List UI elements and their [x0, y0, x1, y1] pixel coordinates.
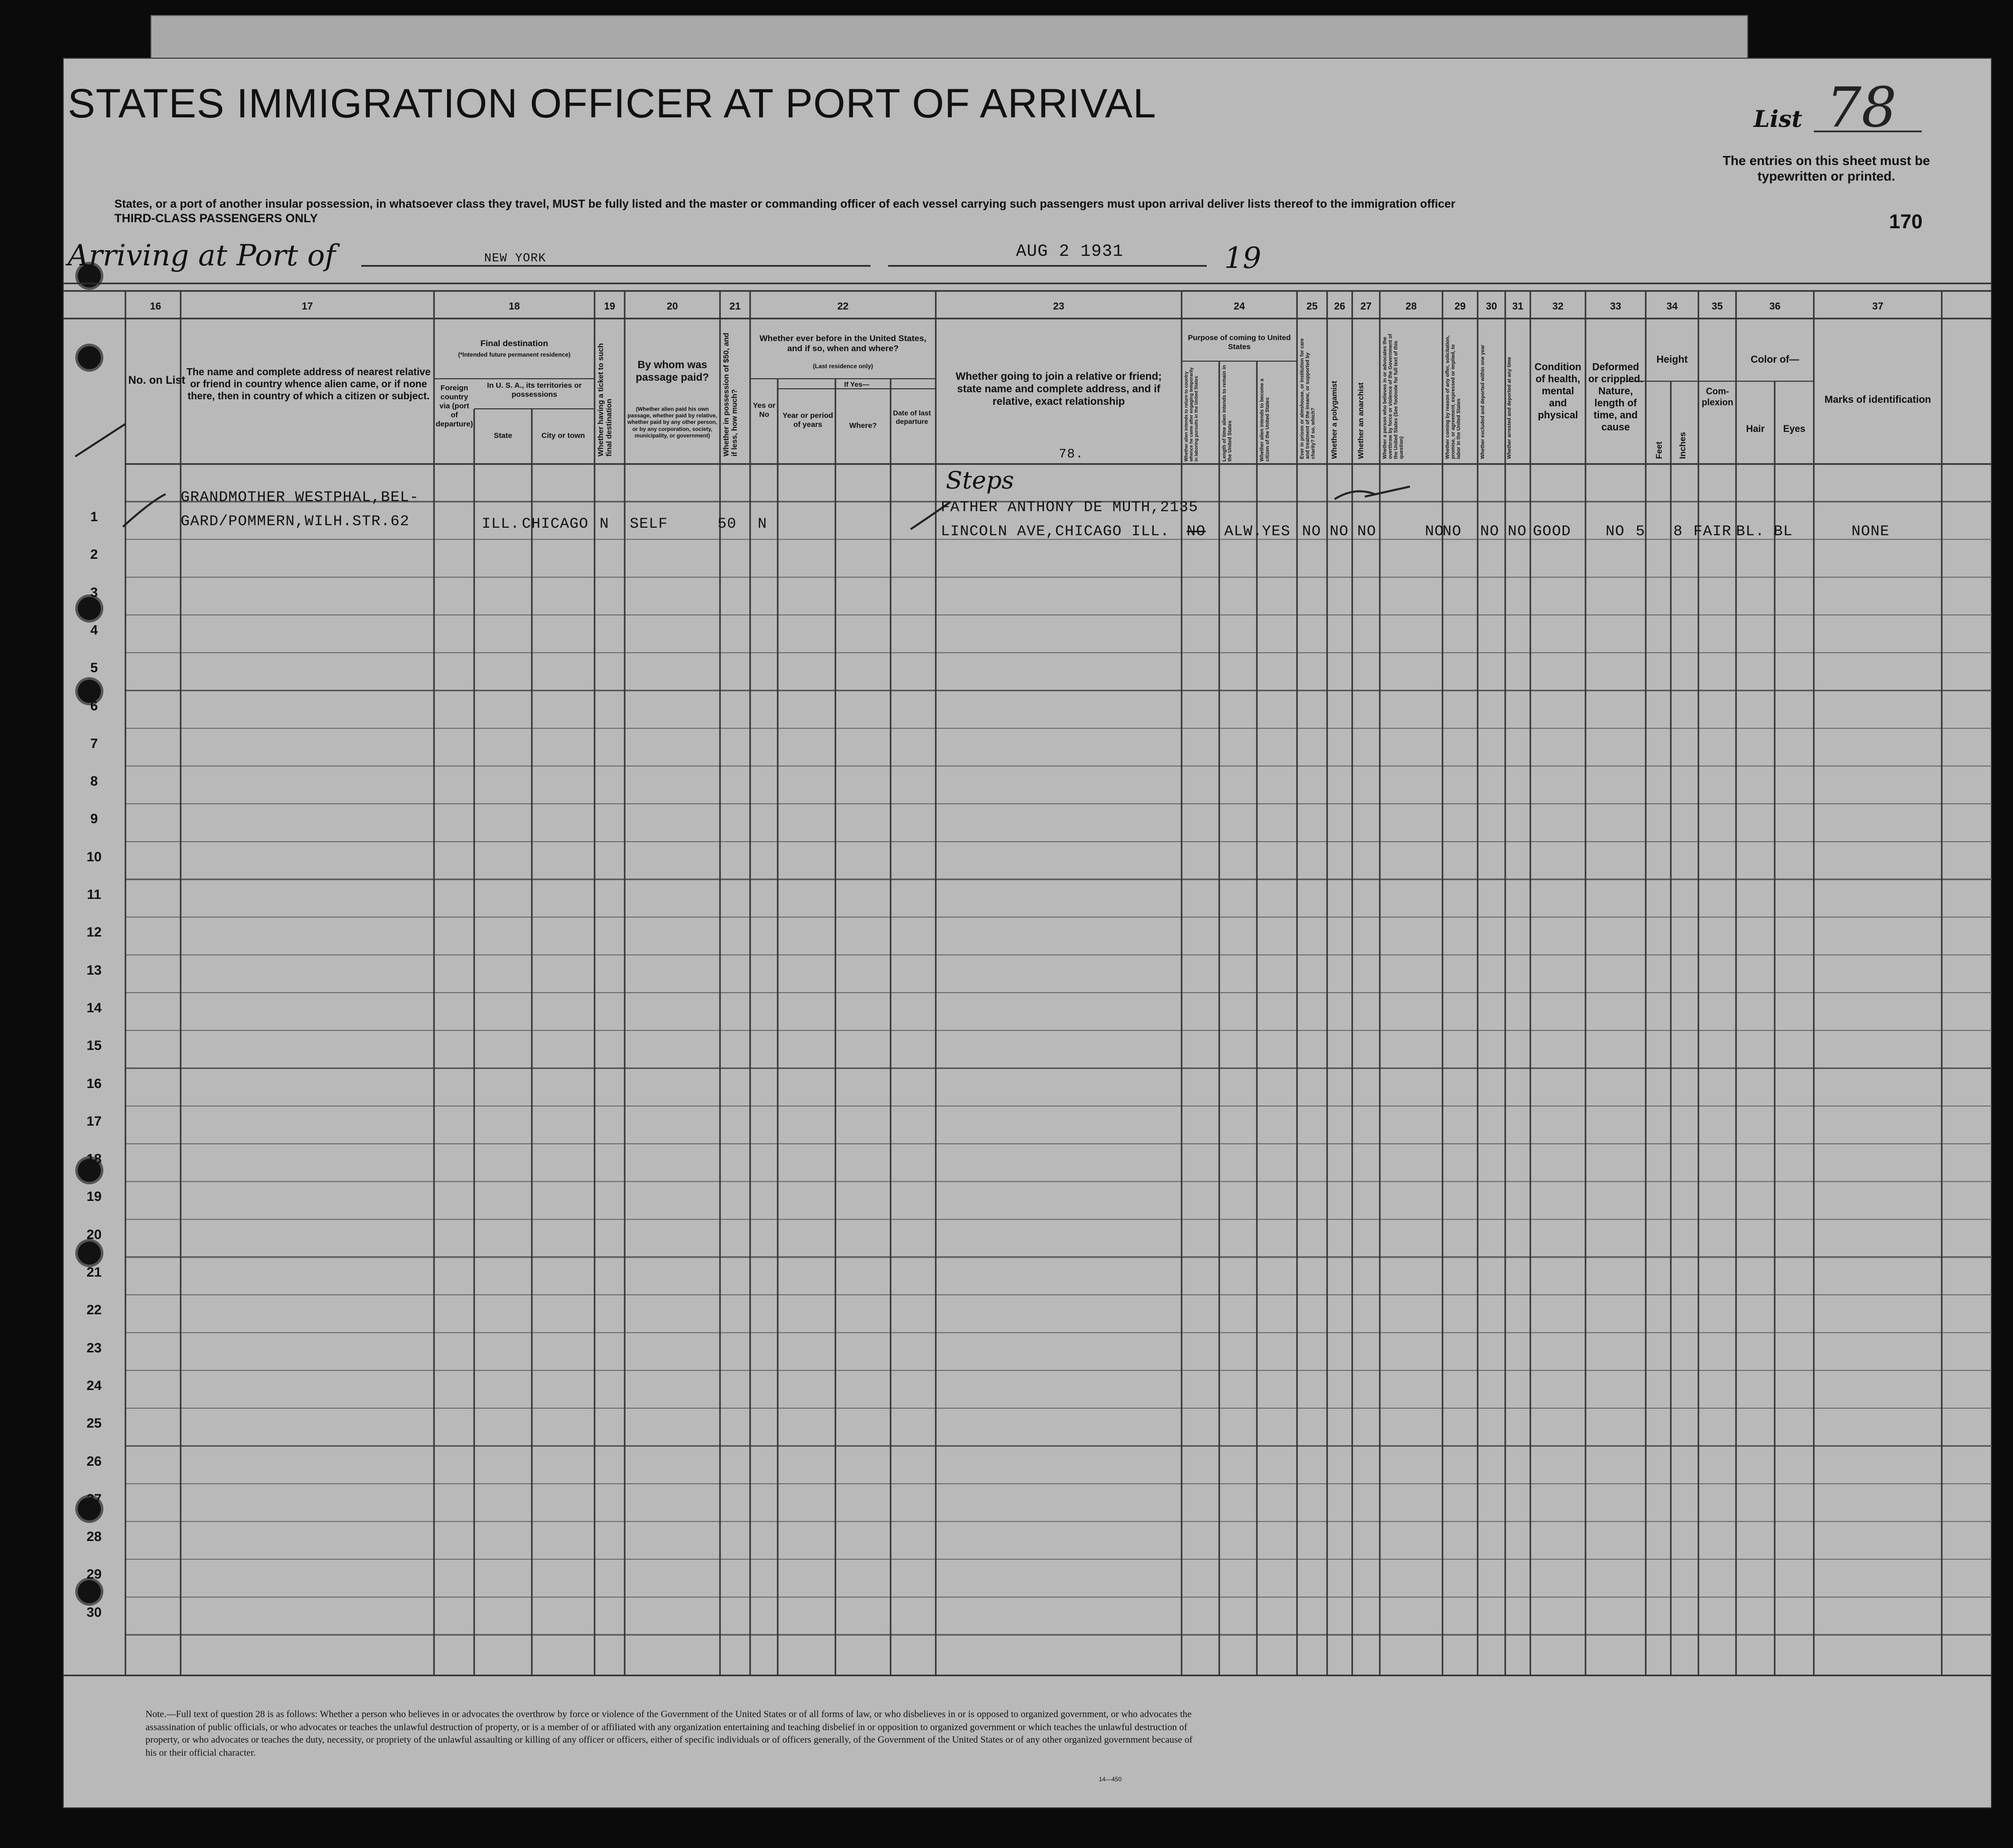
col-number: 31 — [1512, 301, 1524, 312]
col-number: 32 — [1552, 301, 1564, 312]
row-number: 20 — [86, 1226, 102, 1242]
col22-year: Year or period of years — [782, 411, 833, 429]
row-number: 30 — [86, 1604, 102, 1620]
col23-header: Whether going to join a relative or friend; state name and complete address, and if relative, exact relationship — [955, 371, 1162, 408]
row-number: 6 — [90, 698, 98, 713]
entry-eyes: BL — [1774, 523, 1793, 540]
entry-money: 50 — [717, 516, 737, 533]
row-number: 10 — [86, 849, 102, 864]
entry-overthrow: NO — [1425, 523, 1445, 540]
col18-state: State — [494, 431, 512, 440]
entry-before-in-us: N — [758, 516, 768, 533]
entry-complexion: FAIR — [1693, 523, 1732, 540]
entry-ticket: N — [600, 516, 610, 533]
col34-inches: Inches — [1678, 432, 1687, 459]
entry-state: ILL. — [482, 516, 520, 533]
entry-arrested: NO — [1508, 523, 1527, 540]
row-number: 25 — [86, 1416, 102, 1431]
entry-inches: 8 — [1673, 523, 1683, 540]
row-number: 29 — [86, 1567, 102, 1582]
col26-header: Whether a polygamist — [1330, 381, 1339, 459]
col-number: 34 — [1666, 301, 1678, 312]
row-number: 13 — [86, 962, 102, 978]
col-number: 25 — [1306, 301, 1318, 312]
col23-stamp: 78. — [1059, 446, 1084, 461]
col-number: 19 — [604, 301, 616, 312]
entry-return: NO — [1187, 523, 1206, 540]
row-number: 2 — [90, 547, 98, 562]
row-number: 1 — [90, 509, 98, 524]
col-number: 26 — [1334, 301, 1346, 312]
row-number: 5 — [90, 660, 98, 676]
year-prefix: 19 — [1224, 241, 1261, 275]
row-number: 17 — [86, 1113, 102, 1129]
col35-header: Com-plexion — [1701, 386, 1734, 407]
row-number: 24 — [86, 1377, 102, 1393]
col-number: 22 — [837, 301, 849, 312]
col28-header: Whether a person who believes in or advocates the overthrow by force or violence of the Government of the United States (See footnote for full text of this question) — [1382, 334, 1404, 459]
footnote-question-28: Note.—Full text of question 28 is as follows: Whether a person who believes in or advocates the overthrow by force or violence of the Government of the United States or of all forms of law, or who disbelieves in or is opposed to organized government, or who advocates the assassination of public officials, or who advocates or teaches the unlawful destruction of property, or is a member of or affiliated with any organization entertaining and teaching disbelief in or opposition to organized government or which teaches the unlawful destruction of property, or who advocates or teaches the duty, necessity, or propriety of the unlawful assaulting or killing of any officer or officers, either of specific individuals or of officers generally, of the Government of the United States or of any other organized government because of his or their official character. — [146, 1709, 1193, 1758]
col-number: 20 — [666, 301, 678, 312]
row-number: 26 — [86, 1453, 102, 1469]
col27-header: Whether an anarchist — [1357, 382, 1365, 459]
row-number: 16 — [86, 1075, 102, 1091]
sheet-number: 170 — [1889, 211, 1923, 233]
list-number: 78 — [1826, 75, 1897, 139]
col22-yesno: Yes or No — [753, 401, 776, 419]
col18-foreign: Foreign country via (port of departure) — [436, 384, 473, 428]
col22-header: Whether ever before in the United States, and if so, when and where? — [759, 334, 927, 354]
col37-header: Marks of identification — [1824, 394, 1931, 405]
row-number: 14 — [86, 1000, 102, 1015]
col-number: 36 — [1769, 301, 1781, 312]
row-number: 28 — [86, 1529, 102, 1545]
form-instruction: States, or a port of another insular possession, in whatsoever class they travel, MUST be fully listed and the master or commanding officer of each vessel carrying such passengers must upon arrival deliver lists thereof to the immigration officer — [114, 197, 1456, 210]
col24b-header: Length of time alien intends to remain in the United States — [1222, 365, 1233, 461]
col32-header: Condition of health, mental and physical — [1534, 362, 1581, 421]
entry-deformed: NO — [1606, 523, 1625, 540]
entry-feet: 5 — [1636, 523, 1646, 540]
entry-excluded: NO — [1480, 523, 1500, 540]
entry-paid-by: SELF — [630, 516, 668, 533]
row-number: 21 — [86, 1265, 102, 1280]
class-line: THIRD-CLASS PASSENGERS ONLY — [114, 212, 318, 225]
entry-offer: NO — [1443, 523, 1462, 540]
form-title: STATES IMMIGRATION OFFICER AT PORT OF ARRIVAL — [68, 81, 1157, 126]
col25-header: Ever in prison or almshouse, or institution for care and treatment of the insane, or supported by charity? If so, which? — [1300, 338, 1316, 459]
row-number: 4 — [90, 622, 98, 638]
col33-header: Deformed or crippled. Nature, length of time, and cause — [1588, 362, 1643, 433]
col22-where: Where? — [849, 421, 877, 430]
date-value: AUG 2 1931 — [1016, 242, 1124, 261]
row-number: 7 — [90, 735, 98, 751]
col16-header: No. on List — [128, 374, 186, 386]
col-number: 23 — [1053, 301, 1065, 312]
col34-header: Height — [1656, 354, 1688, 365]
col18-title: Final destination — [480, 339, 548, 348]
entry-citizen: YES — [1262, 523, 1291, 540]
typewritten-note: The entries on this sheet must be typewritten or printed. — [1722, 153, 1930, 184]
col20-header: By whom was passage paid? — [636, 359, 709, 384]
row-number: 15 — [86, 1038, 102, 1053]
row-number: 18 — [86, 1151, 102, 1167]
entry-hair: BL. — [1736, 523, 1765, 540]
col19-header: Whether having a ticket to such final destination — [597, 343, 614, 456]
arriving-label: Arriving at Port of — [68, 238, 336, 272]
col24c-header: Whether alien intends to become a citizen of the United States — [1259, 378, 1270, 461]
row-number: 9 — [90, 811, 98, 827]
entry-health: GOOD — [1533, 523, 1571, 540]
row-number: 27 — [86, 1491, 102, 1506]
row-number: 3 — [90, 584, 98, 600]
col36-eyes: Eyes — [1783, 424, 1806, 434]
row-number: 23 — [86, 1340, 102, 1355]
col18-subtitle: (*Intended future permanent residence) — [458, 351, 571, 358]
col-number: 35 — [1711, 301, 1723, 312]
col36-header: Color of— — [1751, 354, 1799, 365]
col24-header: Purpose of coming to United States — [1188, 334, 1291, 351]
form-number: 14—450 — [1099, 1776, 1122, 1783]
col24a-header: Whether alien intends to return to country whence he came after engaging temporarily in laboring pursuits in the United States — [1184, 367, 1199, 461]
col17-header: The name and complete address of nearest relative or friend in country whence alien came, or if none there, then in country of which a citizen or subject. — [186, 367, 431, 402]
col-number: 24 — [1233, 301, 1245, 312]
col20-subtitle: (Whether alien paid his own passage, whether paid by relative, whether paid by any other person, or by any corporation, society, municipality, or government) — [627, 406, 717, 439]
col18-usa: In U. S. A., its territories or possessions — [487, 381, 582, 399]
col36-hair: Hair — [1746, 424, 1765, 434]
col18-city: City or town — [541, 431, 585, 440]
col-number: 21 — [729, 301, 741, 312]
col22-date: Date of last departure — [893, 409, 931, 425]
col22-subtitle: (Last residence only) — [812, 363, 874, 370]
entry-polygamist: NO — [1330, 523, 1349, 540]
entry-join-line2: LINCOLN AVE,CHICAGO ILL. — [941, 523, 1170, 540]
col-number: 37 — [1872, 301, 1884, 312]
col21-header: Whether in possession of $50, and if less, how much? — [722, 333, 739, 456]
entry-prison: NO — [1302, 523, 1322, 540]
row-number: 12 — [86, 925, 102, 940]
entry-marks: NONE — [1851, 523, 1890, 540]
list-label: List — [1754, 105, 1802, 132]
port-value: NEW YORK — [484, 252, 546, 265]
row-number: 19 — [86, 1189, 102, 1204]
col-number: 29 — [1454, 301, 1466, 312]
entry-join-line1: FATHER ANTHONY DE MUTH,2135 — [941, 499, 1199, 516]
entry-length-of-stay: ALW. — [1224, 523, 1263, 540]
col-number: 18 — [508, 301, 520, 312]
col22-ifyes: If Yes— — [844, 380, 870, 388]
row-number: 11 — [87, 887, 101, 902]
col29-header: Whether coming by reason of any offer, solicitation, promise, or agreement, expressed or implied, to labor in the United States — [1445, 335, 1462, 459]
col-number: 17 — [302, 301, 313, 312]
row-number: 8 — [90, 774, 98, 789]
col-number: 30 — [1486, 301, 1497, 312]
col-number: 28 — [1405, 301, 1417, 312]
row-number: 22 — [86, 1302, 102, 1318]
handwritten-annotation: Steps — [946, 467, 1014, 495]
entry-relative-line2: GARD/POMMERN,WILH.STR.62 — [181, 513, 410, 530]
entry-city: CHICAGO — [522, 516, 589, 533]
col-number: 27 — [1360, 301, 1372, 312]
col-number: 16 — [150, 301, 162, 312]
entry-anarchist: NO — [1357, 523, 1377, 540]
col34-feet: Feet — [1654, 441, 1664, 459]
col31-header: Whether arrested and deported at any time — [1507, 357, 1512, 459]
col30-header: Whether excluded and deported within one year — [1480, 345, 1486, 459]
col-number: 33 — [1610, 301, 1622, 312]
entry-relative-line1: GRANDMOTHER WESTPHAL,BEL- — [181, 489, 419, 506]
